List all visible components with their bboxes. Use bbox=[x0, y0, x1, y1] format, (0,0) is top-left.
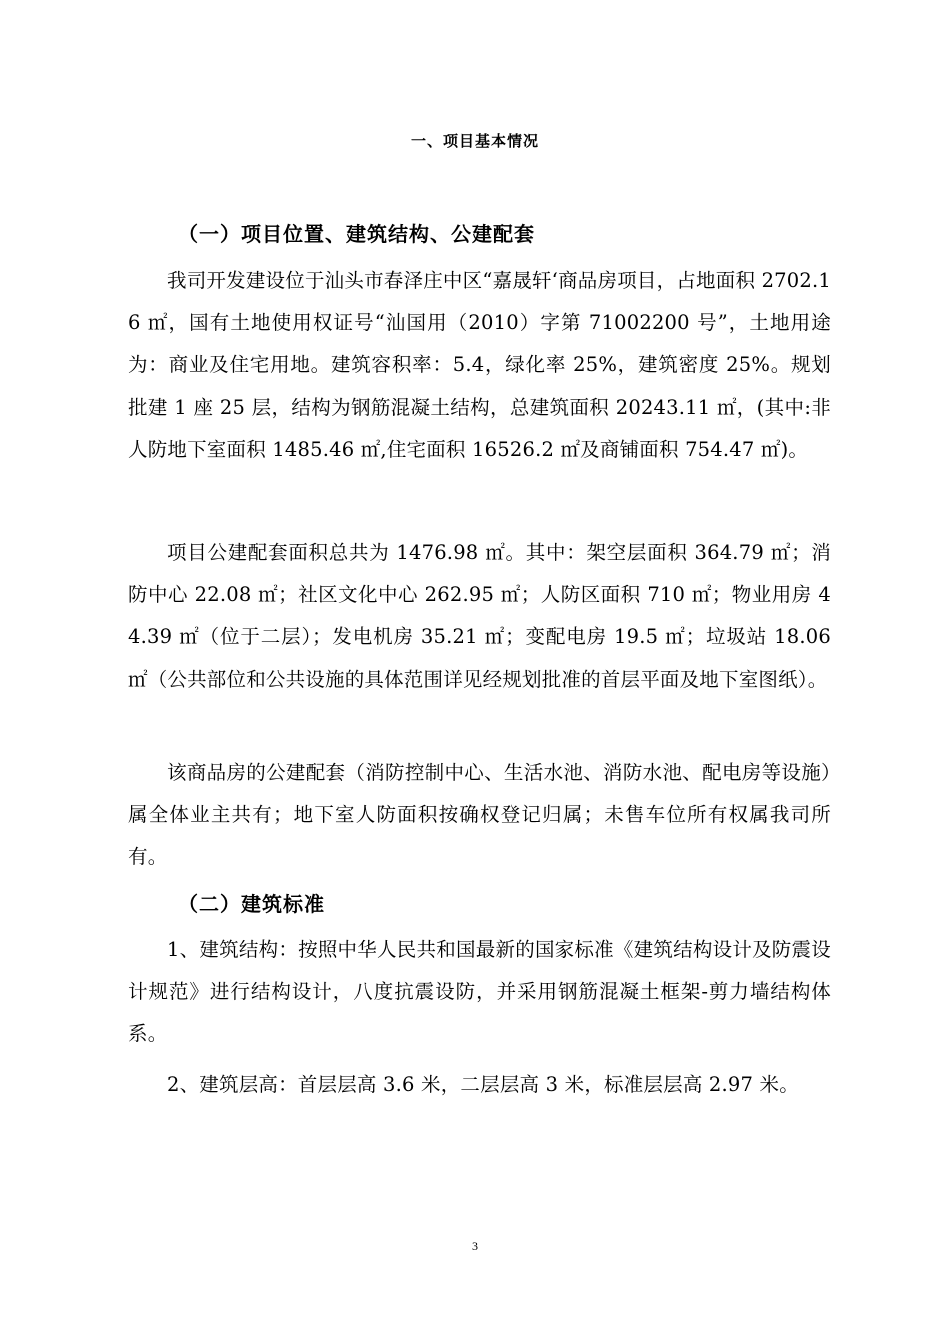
paragraph-floor-heights: 2、建筑层高：首层层高 3.6 米，二层层高 3 米，标准层层高 2.97 米。 bbox=[167, 1073, 799, 1096]
section-heading-location-structure: （一）项目位置、建筑结构、公建配套 bbox=[178, 222, 535, 246]
page-title: 一、项目基本情况 bbox=[410, 132, 539, 150]
page-number: 3 bbox=[472, 1239, 478, 1253]
paragraph-project-overview: 我司开发建设位于汕头市春泽庄中区“嘉晟轩‘商品房项目，占地面积 2702.16 ㎡，国有土地使用权证号“汕国用（2010）字第 71002200 号”，土地用途为：商业及住宅用地。建筑容积率：5.4，绿化率 25%，建筑密度 25%。规划批建 1 座 25 层，结构为钢筋混凝土结构，总建筑面积 20243.11 ㎡，(其中:非人防地下室面积 1485.46 ㎡,住宅面积 16526.2 ㎡及商铺面积 754.47 ㎡)。 bbox=[128, 269, 831, 461]
paragraph-ownership: 该商品房的公建配套（消防控制中心、生活水池、消防水池、配电房等设施）属全体业主共有；地下室人防面积按确权登记归属；未售车位所有权属我司所有。 bbox=[128, 761, 831, 869]
paragraph-public-facilities: 项目公建配套面积总共为 1476.98 ㎡。其中：架空层面积 364.79 ㎡；消防中心 22.08 ㎡；社区文化中心 262.95 ㎡；人防区面积 710 ㎡；物业用房 44.39 ㎡（位于二层）；发电机房 35.21 ㎡；变配电房 19.5 ㎡；垃圾站 18.06 ㎡（公共部位和公共设施的具体范围详见经规划批准的首层平面及地下室图纸）。 bbox=[128, 541, 831, 691]
paragraph-building-structure: 1、建筑结构：按照中华人民共和国最新的国家标准《建筑结构设计及防震设计规范》进行结构设计，八度抗震设防，并采用钢筋混凝土框架-剪力墙结构体系。 bbox=[128, 938, 831, 1046]
section-heading-building-standards: （二）建筑标准 bbox=[178, 892, 325, 916]
